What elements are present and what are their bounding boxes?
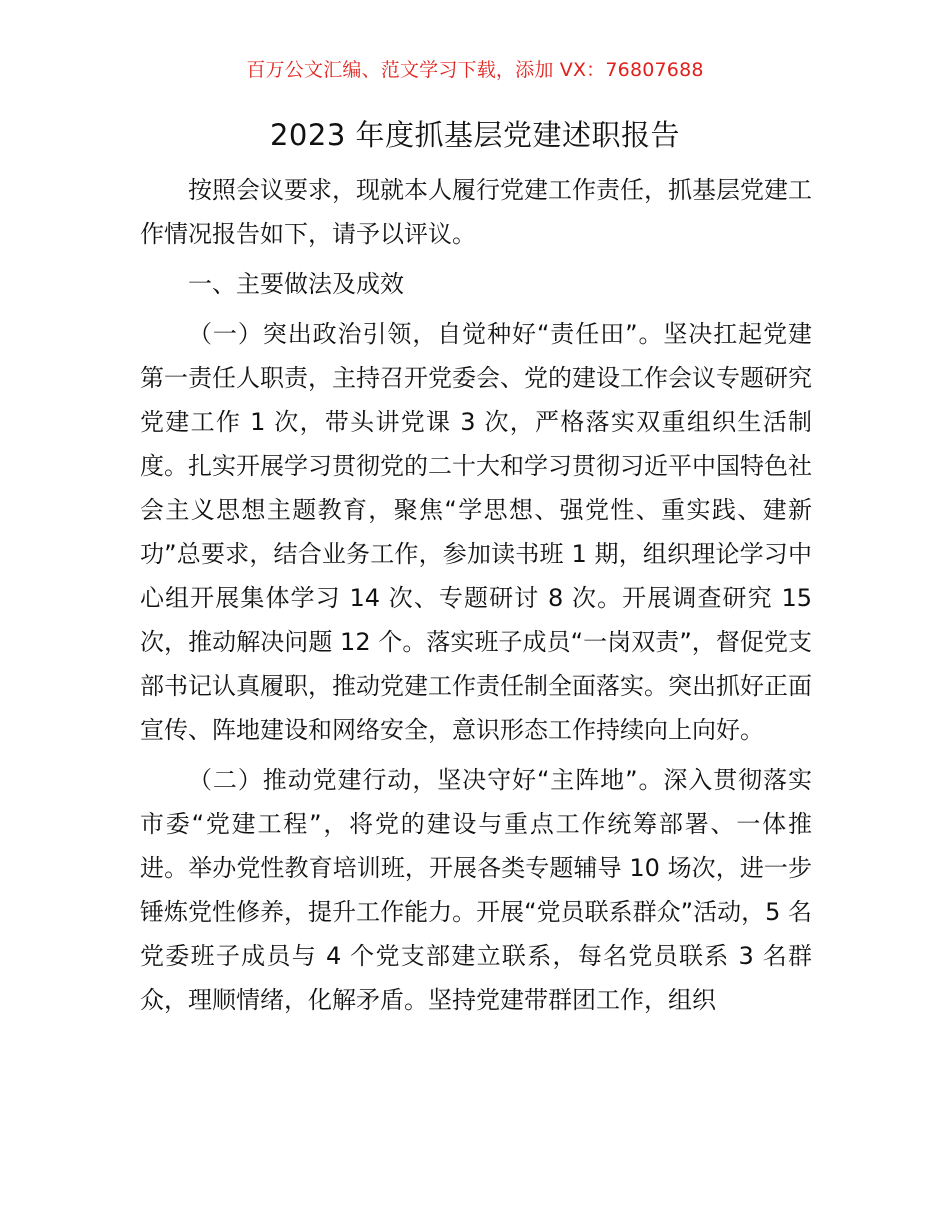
intro-paragraph: 按照会议要求，现就本人履行党建工作责任，抓基层党建工作情况报告如下，请予以评议。 [140, 176, 812, 248]
subsection-paragraph-2: （二）推动党建行动，坚决守好“主阵地”。深入贯彻落实市委“党建工程”，将党的建设与重点工作统筹部署、一体推进。举办党性教育培训班，开展各类专题辅导 10 场次，进一步锤炼党性修养，提升工作能力。开展“党员联系群众”活动，5 名党委班子成员与 4 个党支部建立联系，每名党员联系 3 名群众，理顺情绪，化解矛盾。坚持党建带群团工作，组织 [140, 766, 812, 1014]
subsection-paragraph-1: （一）突出政治引领，自觉种好“责任田”。坚决扛起党建第一责任人职责，主持召开党委会、党的建设工作会议专题研究党建工作 1 次，带头讲党课 3 次，严格落实双重组织生活制度。扎实开展学习贯彻党的二十大和学习贯彻习近平中国特色社会主义思想主题教育，聚焦“学思想、强党性、重实践、建新功”总要求，结合业务工作，参加读书班 1 期，组织理论学习中心组开展集体学习 14 次、专题研讨 8 次。开展调查研究 15 次，推动解决问题 12 个。落实班子成员“一岗双责”，督促党支部书记认真履职，推动党建工作责任制全面落实。突出抓好正面宣传、阵地建设和网络安全，意识形态工作持续向上向好。 [140, 320, 812, 744]
section-heading-1: 一、主要做法及成效 [188, 270, 404, 298]
page-title: 2023 年度抓基层党建述职报告 [269, 118, 681, 152]
promo-header: 百万公文汇编、范文学习下载，添加 VX：76807688 [246, 59, 704, 81]
document-body [140, 168, 812, 1028]
